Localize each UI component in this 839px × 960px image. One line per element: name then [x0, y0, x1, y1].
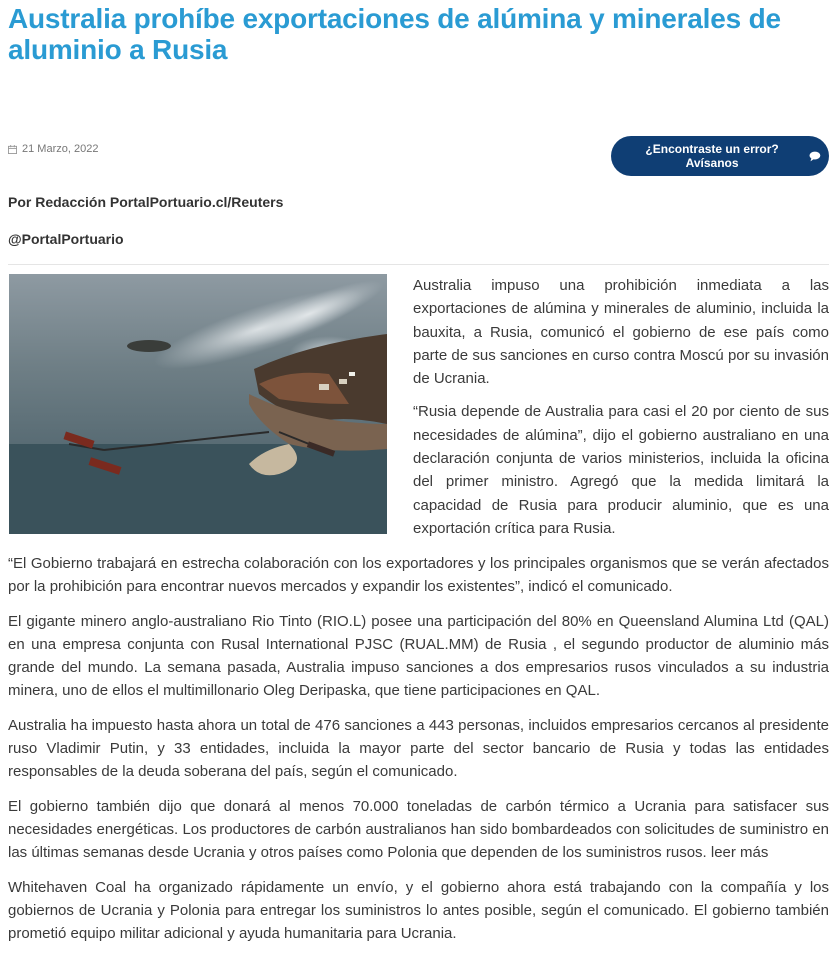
paragraph: Australia ha impuesto hasta ahora un total de 476 sanciones a 443 personas, incluidos empresarios cercanos al presidente ruso Vladimir Putin, y 33 entidades, incluida la mayor parte del sector bancario de Rusia y todas las entidades responsables de la deuda soberana del país, según el comunicado.	[8, 716, 829, 781]
paragraph-with-link	[8, 795, 829, 865]
paragraph: Whitehaven Coal ha organizado rápidamente un envío, y el gobierno ahora está trabajando con la compañía y los gobiernos de Ucrania y Polonia para entregar los suministros lo antes posible, según el comunicado. El gobierno también prometió equipo militar adicional y ayuda humanitaria para Ucrania.	[8, 878, 829, 943]
divider	[8, 264, 829, 265]
paragraph-text: El gobierno también dijo que donará al menos 70.000 toneladas de carbón térmico a Ucrania para satisfacer sus necesidades energéticas. Los productores de carbón australianos han sido bombardeados con solicitudes de suministro en las últimas semanas desde Ucrania y otros países como Polonia que dependen de los suministros rusos.	[8, 797, 829, 862]
report-error-button[interactable]	[611, 136, 829, 176]
report-error-label: ¿Encontraste un error? Avísanos	[645, 142, 779, 170]
aerial-port-image	[9, 274, 387, 534]
article-photo	[9, 274, 387, 534]
article-body	[8, 552, 829, 956]
chat-bubble-icon	[809, 151, 821, 162]
twitter-handle[interactable]: @PortalPortuario	[8, 231, 124, 247]
intro-column	[413, 274, 829, 550]
publish-date	[8, 143, 98, 155]
paragraph: “El Gobierno trabajará en estrecha colaboración con los exportadores y los principales organismos que se verán afectados por la prohibición para encontrar nuevos mercados y expandir los existentes”, indicó el comunicado.	[8, 555, 829, 596]
calendar-icon	[8, 145, 17, 154]
paragraph: El gigante minero anglo-australiano Rio Tinto (RIO.L) posee una participación del 80% en Queensland Alumina Ltd (QAL) en una empresa conjunta con Rusal International PJSC (RUAL.MM) de Rusia , el segundo productor de aluminio más grande del mundo. La semana pasada, Australia impuso sanciones a dos empresarios rusos vinculados a su industria minera, uno de ellos el multimillonario Oleg Deripaska, que tiene participaciones en QAL.	[8, 612, 829, 700]
paragraph: Australia impuso una prohibición inmediata a las exportaciones de alúmina y minerales de aluminio, incluida la bauxita, a Rusia, comunicó el gobierno de ese país como parte de sus sanciones en curso contra Moscú por su invasión de Ucrania.	[413, 277, 829, 388]
byline: Por Redacción PortalPortuario.cl/Reuters	[8, 194, 284, 210]
publish-date-text: 21 Marzo, 2022	[22, 143, 99, 155]
article-title: Australia prohíbe exportaciones de alúmina y minerales de aluminio a Rusia	[8, 3, 781, 65]
read-more-link[interactable]: leer más	[710, 844, 769, 862]
paragraph: “Rusia depende de Australia para casi el 20 por ciento de sus necesidades de alúmina”, dijo el gobierno australiano en una declaración conjunta de varios ministerios, incluida la oficina del primer ministro. Agregó que la medida limitará la capacidad de Rusia para producir aluminio, que es una exportación crítica para Rusia.	[413, 403, 829, 537]
